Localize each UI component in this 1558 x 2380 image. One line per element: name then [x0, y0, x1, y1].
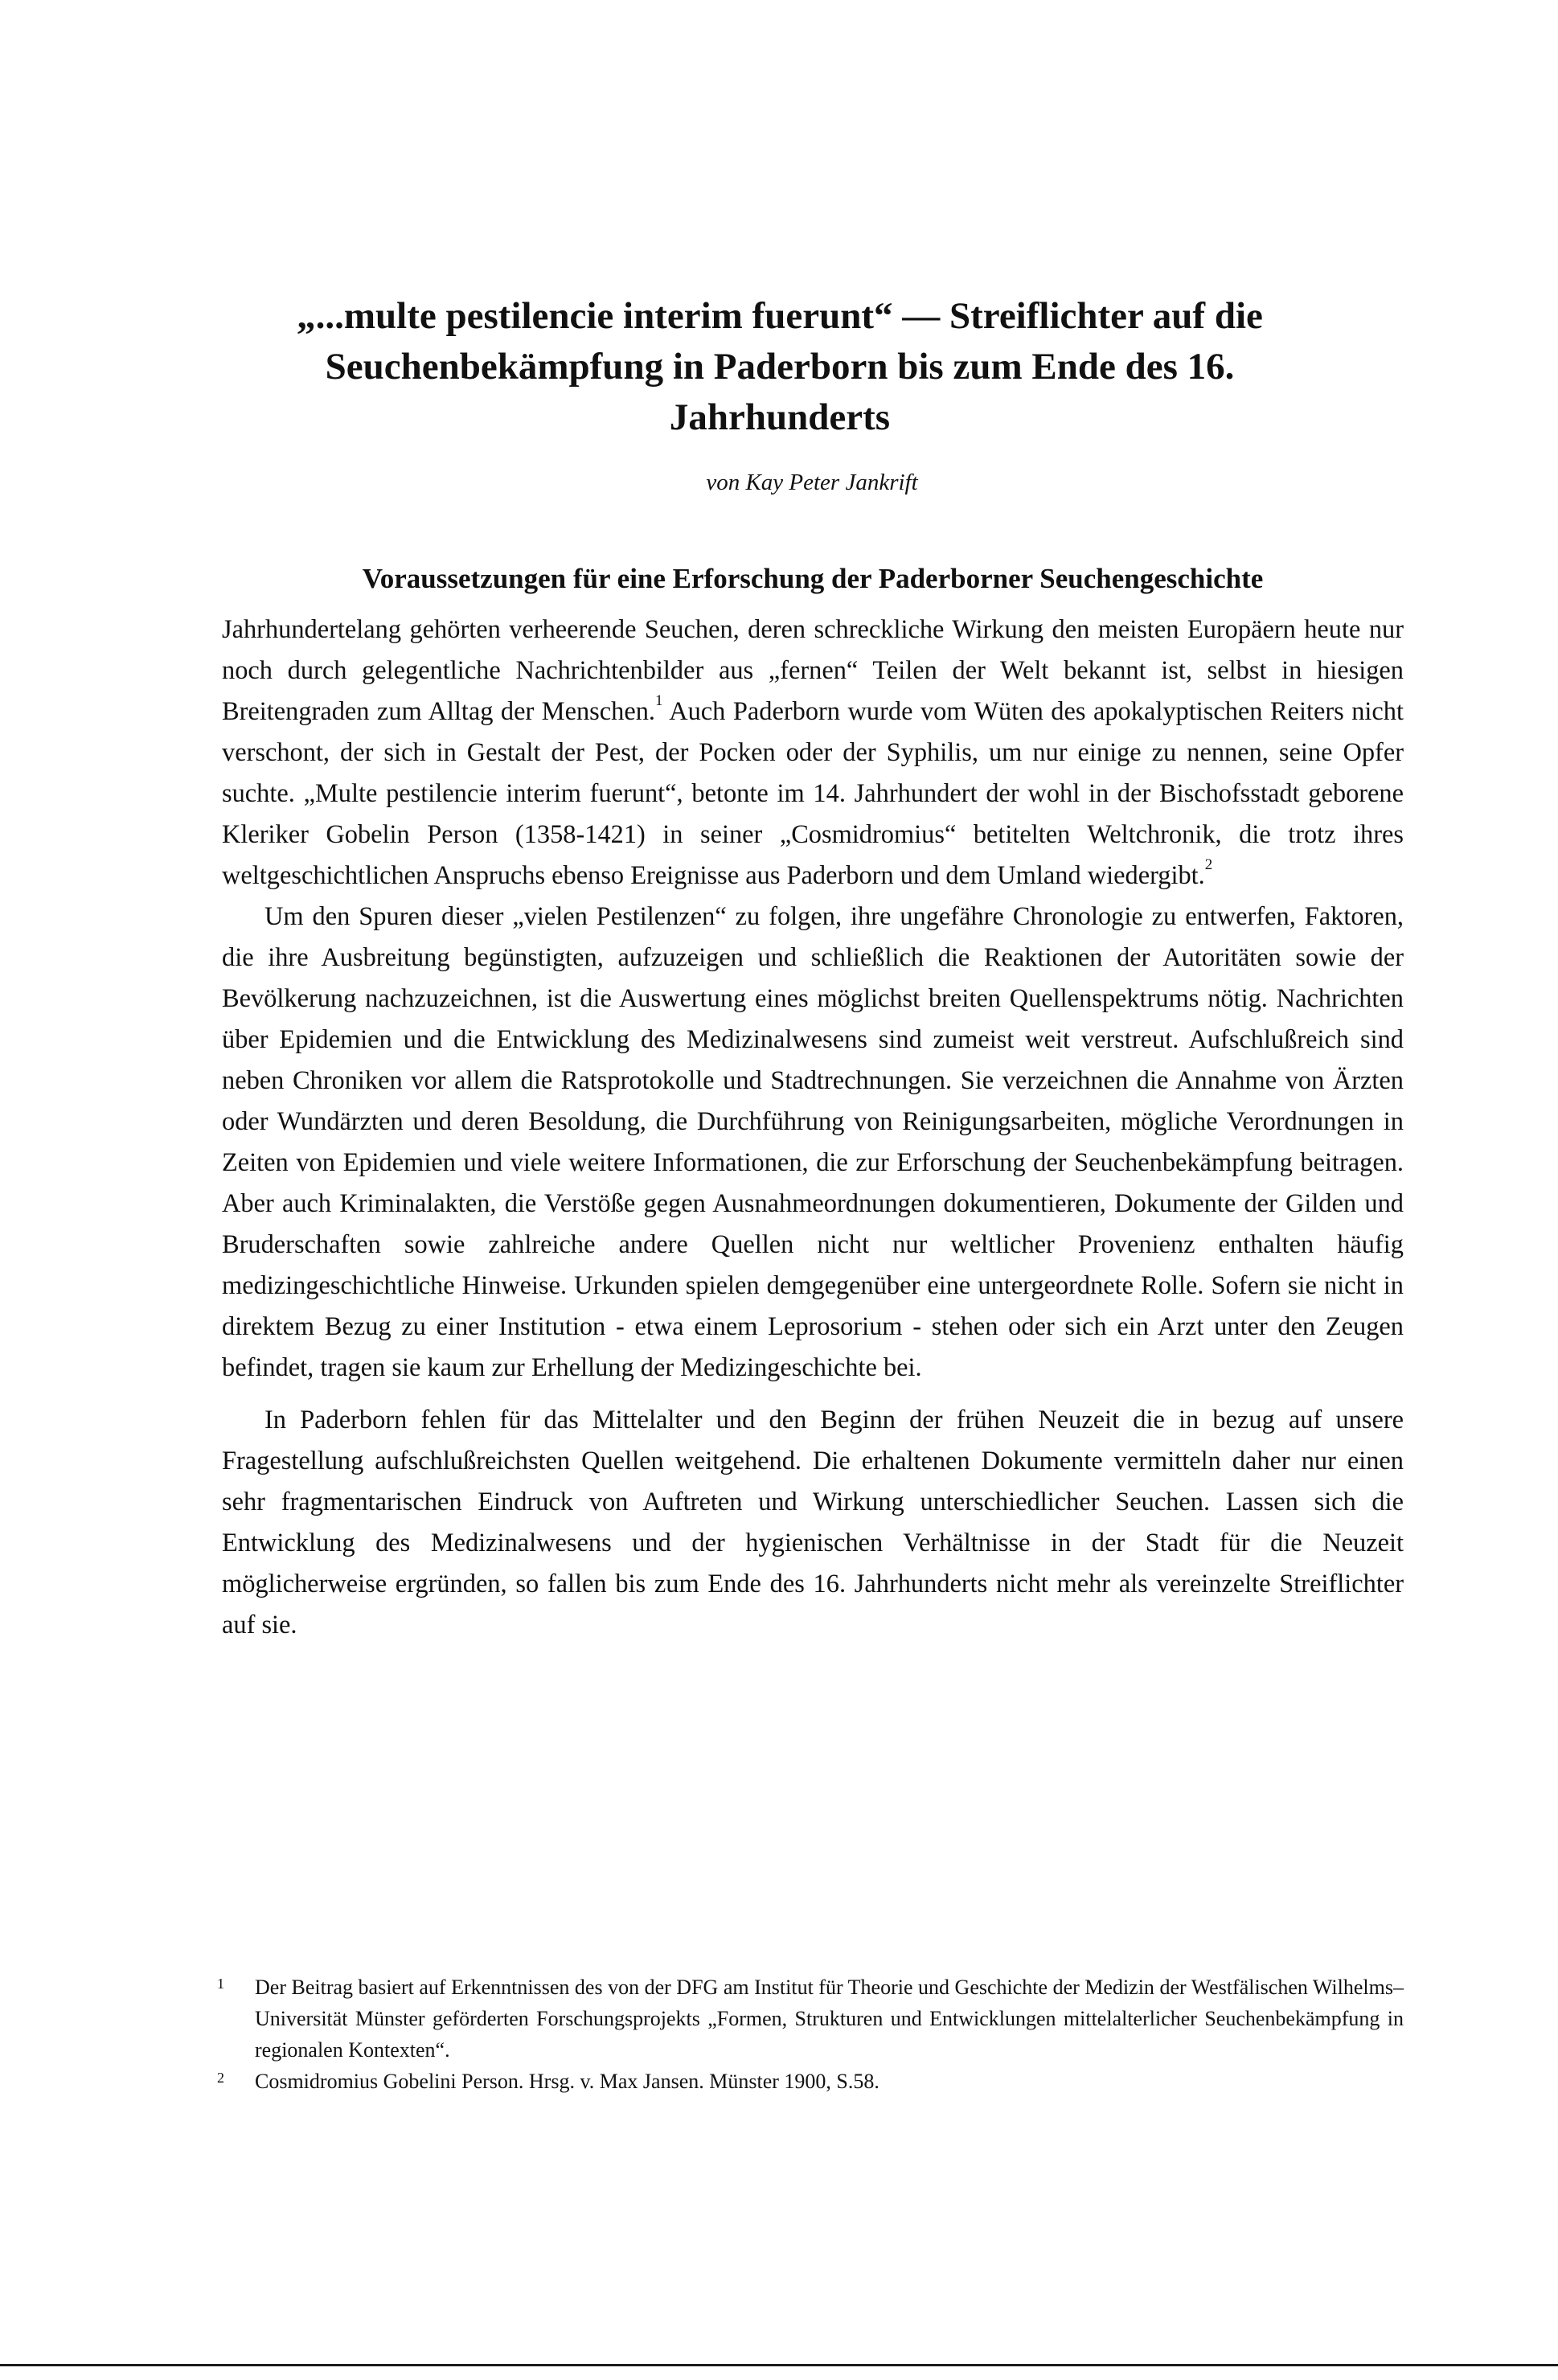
body-text	[222, 609, 1404, 1646]
footnote-2-number: 2	[217, 2070, 224, 2086]
paragraph-1	[222, 609, 1404, 897]
paragraph-2: Um den Spuren dieser „vielen Pestilenzen“ zu folgen, ihre ungefähre Chronologie zu entwerfen, Faktoren, die ihre Ausbreitung begünstigten, aufzuzeigen und schließlich die Reaktionen der Autoritäten sowie der Bevölkerung nachzuzeichnen, ist die Auswertung eines möglichst breiten Quellenspektrums nötig. Nachrichten über Epidemien und die Entwicklung des Medizinalwesens sind zumeist weit verstreut. Aufschlußreich sind neben Chroniken vor allem die Ratsprotokolle und Stadtrechnungen. Sie verzeichnen die Annahme von Ärzten oder Wundärzten und deren Besoldung, die Durchführung von Reinigungsarbeiten, mögliche Verordnungen in Zeiten von Epidemien und viele weitere Informationen, die zur Erforschung der Seuchenbekämpfung beitragen. Aber auch Kriminalakten, die Verstöße gegen Ausnahmeordnungen dokumentieren, Dokumente der Gilden und Bruderschaften sowie zahlreiche andere Quellen nicht nur weltlicher Provenienz enthalten häufig medizingeschichtliche Hinweise. Urkunden spielen demgegenüber eine untergeordnete Rolle. Sofern sie nicht in direktem Bezug zu einer Institution - etwa einem Leprosorium - stehen oder sich ein Arzt unter den Zeugen befindet, tragen sie kaum zur Erhellung der Medizingeschichte bei.	[222, 902, 1404, 1382]
article-title	[265, 291, 1294, 443]
title-line-2: Seuchenbekämpfung in Paderborn bis zum Ende des 16.	[325, 346, 1235, 388]
title-line-1: „...multe pestilencie interim fuerunt“ — Streiflichter auf die	[297, 295, 1263, 337]
footnote-2	[217, 2066, 1404, 2097]
footnote-1-number: 1	[217, 1976, 224, 1992]
footnote-2-text: Cosmidromius Gobelini Person. Hrsg. v. Max Jansen. Münster 1900, S.58.	[255, 2070, 879, 2093]
footnote-ref-1[interactable]: 1	[655, 692, 663, 709]
author-byline: von Kay Peter Jankrift	[706, 470, 918, 495]
section-heading: Voraussetzungen für eine Erforschung der Paderborner Seuchengeschichte	[362, 563, 1264, 594]
footnote-1-text: Der Beitrag basiert auf Erkenntnissen des von der DFG am Institut für Theorie und Geschichte der Medizin der Westfälischen Wilhelms–Universität Münster geförderten Forschungsprojekts „Formen, Strukturen und Entwicklungen mittelalterlicher Seuchenbekämpfung in regionalen Kontexten“.	[255, 1976, 1404, 2062]
paragraph-1-part-1: Jahrhundertelang gehörten verheerende Seuchen, deren schreckliche Wirkung den meisten Europäern heute nur noch durch gelegentliche Nachrichtenbilder aus „fernen“ Teilen der Welt bekannt ist, selbst in hiesigen Breitengraden zum Alltag der Menschen.	[222, 615, 1404, 726]
page-bottom-rule	[0, 2364, 1558, 2366]
footnotes	[217, 1972, 1404, 2097]
paragraph-1-part-2: Auch Paderborn wurde vom Wüten des apokalyptischen Reiters nicht verschont, der sich in Gestalt der Pest, der Pocken oder der Syphilis, um nur einige zu nennen, seine Opfer suchte. „Multe pestilencie interim fuerunt“, betonte im 14. Jahrhundert der wohl in der Bischofsstadt geborene Kleriker Gobelin Person (1358-1421) in seiner „Cosmidromius“ betitelten Weltchronik, die trotz ihres weltgeschichtlichen Anspruchs ebenso Ereignisse aus Paderborn und dem Umland wiedergibt.	[222, 697, 1404, 890]
footnote-ref-2[interactable]: 2	[1204, 856, 1213, 873]
title-line-3: Jahrhunderts	[669, 396, 891, 438]
paragraph-3: In Paderborn fehlen für das Mittelalter und den Beginn der frühen Neuzeit die in bezug auf unsere Fragestellung aufschlußreichsten Quellen weitgehend. Die erhaltenen Dokumente vermitteln daher nur einen sehr fragmentarischen Eindruck von Auftreten und Wirkung unterschiedlicher Seuchen. Lassen sich die Entwicklung des Medizinalwesens und der hygienischen Verhältnisse in der Stadt für die Neuzeit möglicherweise ergründen, so fallen bis zum Ende des 16. Jahrhunderts nicht mehr als vereinzelte Streiflichter auf sie.	[222, 1405, 1404, 1639]
footnote-1	[217, 1972, 1404, 2066]
